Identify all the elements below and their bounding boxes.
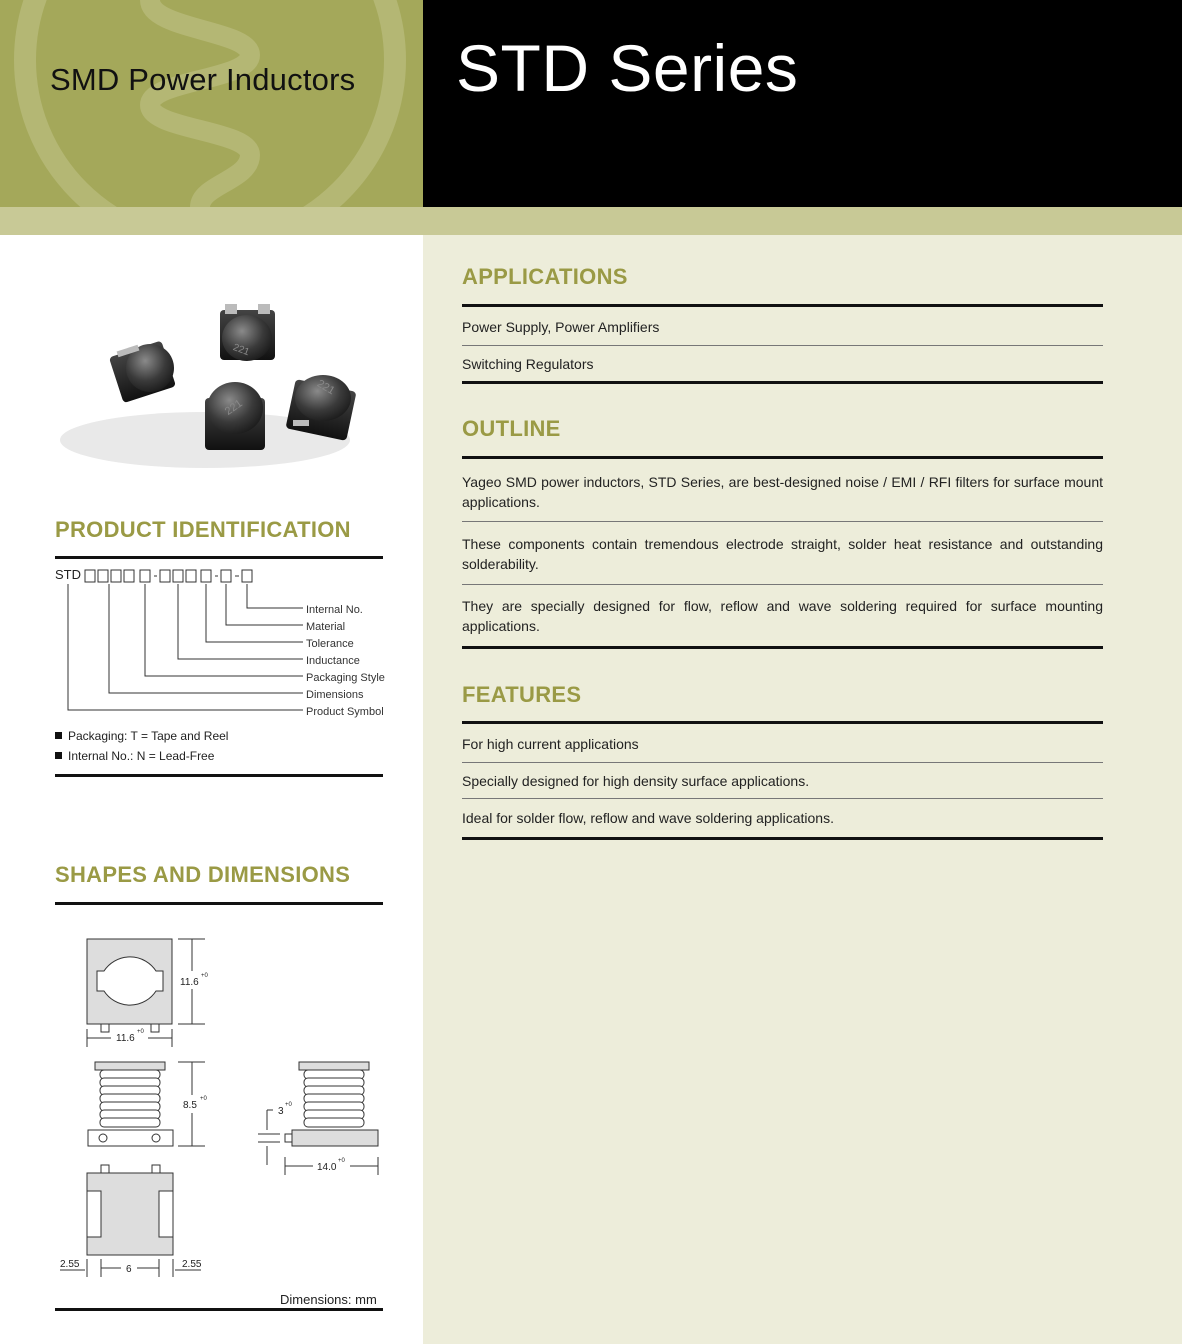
rule (462, 721, 1103, 724)
header-band (0, 207, 1182, 235)
dim-top-height: 11.6 (180, 977, 199, 988)
header-subtitle: SMD Power Inductors (50, 62, 356, 97)
coil-watermark-icon (0, 0, 423, 207)
shapes-heading: SHAPES AND DIMENSIONS (55, 862, 351, 887)
legend-material: Material (306, 621, 346, 633)
rule (55, 1308, 383, 1311)
legend-packaging-style: Packaging Style (306, 672, 385, 684)
dim-pad-right: 2.55 (182, 1259, 202, 1270)
rule (55, 774, 383, 777)
dim-side-height: 8.5 (183, 1100, 197, 1111)
rule (462, 456, 1103, 459)
dim-pad-center: 6 (126, 1264, 132, 1275)
legend-product-symbol: Product Symbol (306, 706, 384, 718)
bullet-icon (55, 732, 62, 739)
top-view (87, 939, 205, 1047)
dim-lead: 3 (278, 1106, 284, 1117)
units-note: Dimensions: mm (280, 1292, 377, 1307)
legend-inductance: Inductance (306, 655, 360, 667)
product-identification-heading: PRODUCT IDENTIFICATION (55, 517, 351, 542)
rule (462, 584, 1103, 585)
header-brand-panel (0, 0, 423, 207)
internal-no-note (55, 749, 214, 763)
outline-paragraph: They are specially designed for flow, reflow and wave soldering required for surface mounting applications. (462, 598, 1103, 634)
code-prefix: STD (55, 567, 81, 582)
tolerance-sup: +0 (137, 1029, 144, 1035)
marking-text: 221 (222, 397, 245, 418)
features-heading: FEATURES (462, 682, 582, 707)
tolerance-sup: +0 (200, 1096, 207, 1102)
rule (462, 304, 1103, 307)
rule (462, 798, 1103, 799)
dim-side-width: 14.0 (317, 1162, 337, 1173)
feature-item: Ideal for solder flow, reflow and wave soldering applications. (462, 810, 834, 826)
dim-top-width: 11.6 (116, 1033, 135, 1044)
dim-pad-left: 2.55 (60, 1259, 80, 1270)
rule (462, 381, 1103, 384)
page-title: STD Series (456, 31, 799, 105)
application-item: Power Supply, Power Amplifiers (462, 319, 660, 335)
outline-paragraph: Yageo SMD power inductors, STD Series, are best-designed noise / EMI / RFI filters for surface mount applications. (462, 474, 1103, 510)
product-photo (55, 290, 375, 480)
feature-item: Specially designed for high density surface applications. (462, 773, 810, 789)
dimension-drawing (55, 925, 395, 1295)
outline-paragraph: These components contain tremendous electrode straight, solder heat resistance and outstanding solderability. (462, 536, 1103, 572)
note-text: Internal No.: N = Lead-Free (68, 749, 215, 763)
legend-dimensions: Dimensions (306, 689, 364, 701)
legend-tolerance: Tolerance (306, 638, 354, 650)
inductor-center (205, 382, 265, 450)
rule (55, 902, 383, 905)
bottom-view (60, 1165, 201, 1277)
rule (462, 521, 1103, 522)
legend-internal-no: Internal No. (306, 604, 363, 616)
header-title-panel (423, 0, 1182, 207)
rule (462, 837, 1103, 840)
outline-heading: OUTLINE (462, 416, 561, 441)
tolerance-sup: +0 (338, 1158, 345, 1164)
feature-item: For high current applications (462, 736, 639, 752)
application-item: Switching Regulators (462, 356, 594, 372)
inductor-left (109, 341, 176, 404)
bullet-icon (55, 752, 62, 759)
rule (462, 345, 1103, 346)
tolerance-sup: +0 (201, 973, 208, 979)
rule (55, 556, 383, 559)
rule (462, 646, 1103, 649)
packaging-note (55, 729, 228, 743)
side-view (258, 1062, 378, 1175)
tolerance-sup: +0 (285, 1102, 292, 1108)
note-text: Packaging: T = Tape and Reel (68, 729, 229, 743)
marking-text: 221 (314, 377, 337, 398)
rule (462, 762, 1103, 763)
applications-heading: APPLICATIONS (462, 264, 628, 289)
inductor-top (220, 304, 275, 361)
marking-text: 221 (231, 342, 251, 359)
